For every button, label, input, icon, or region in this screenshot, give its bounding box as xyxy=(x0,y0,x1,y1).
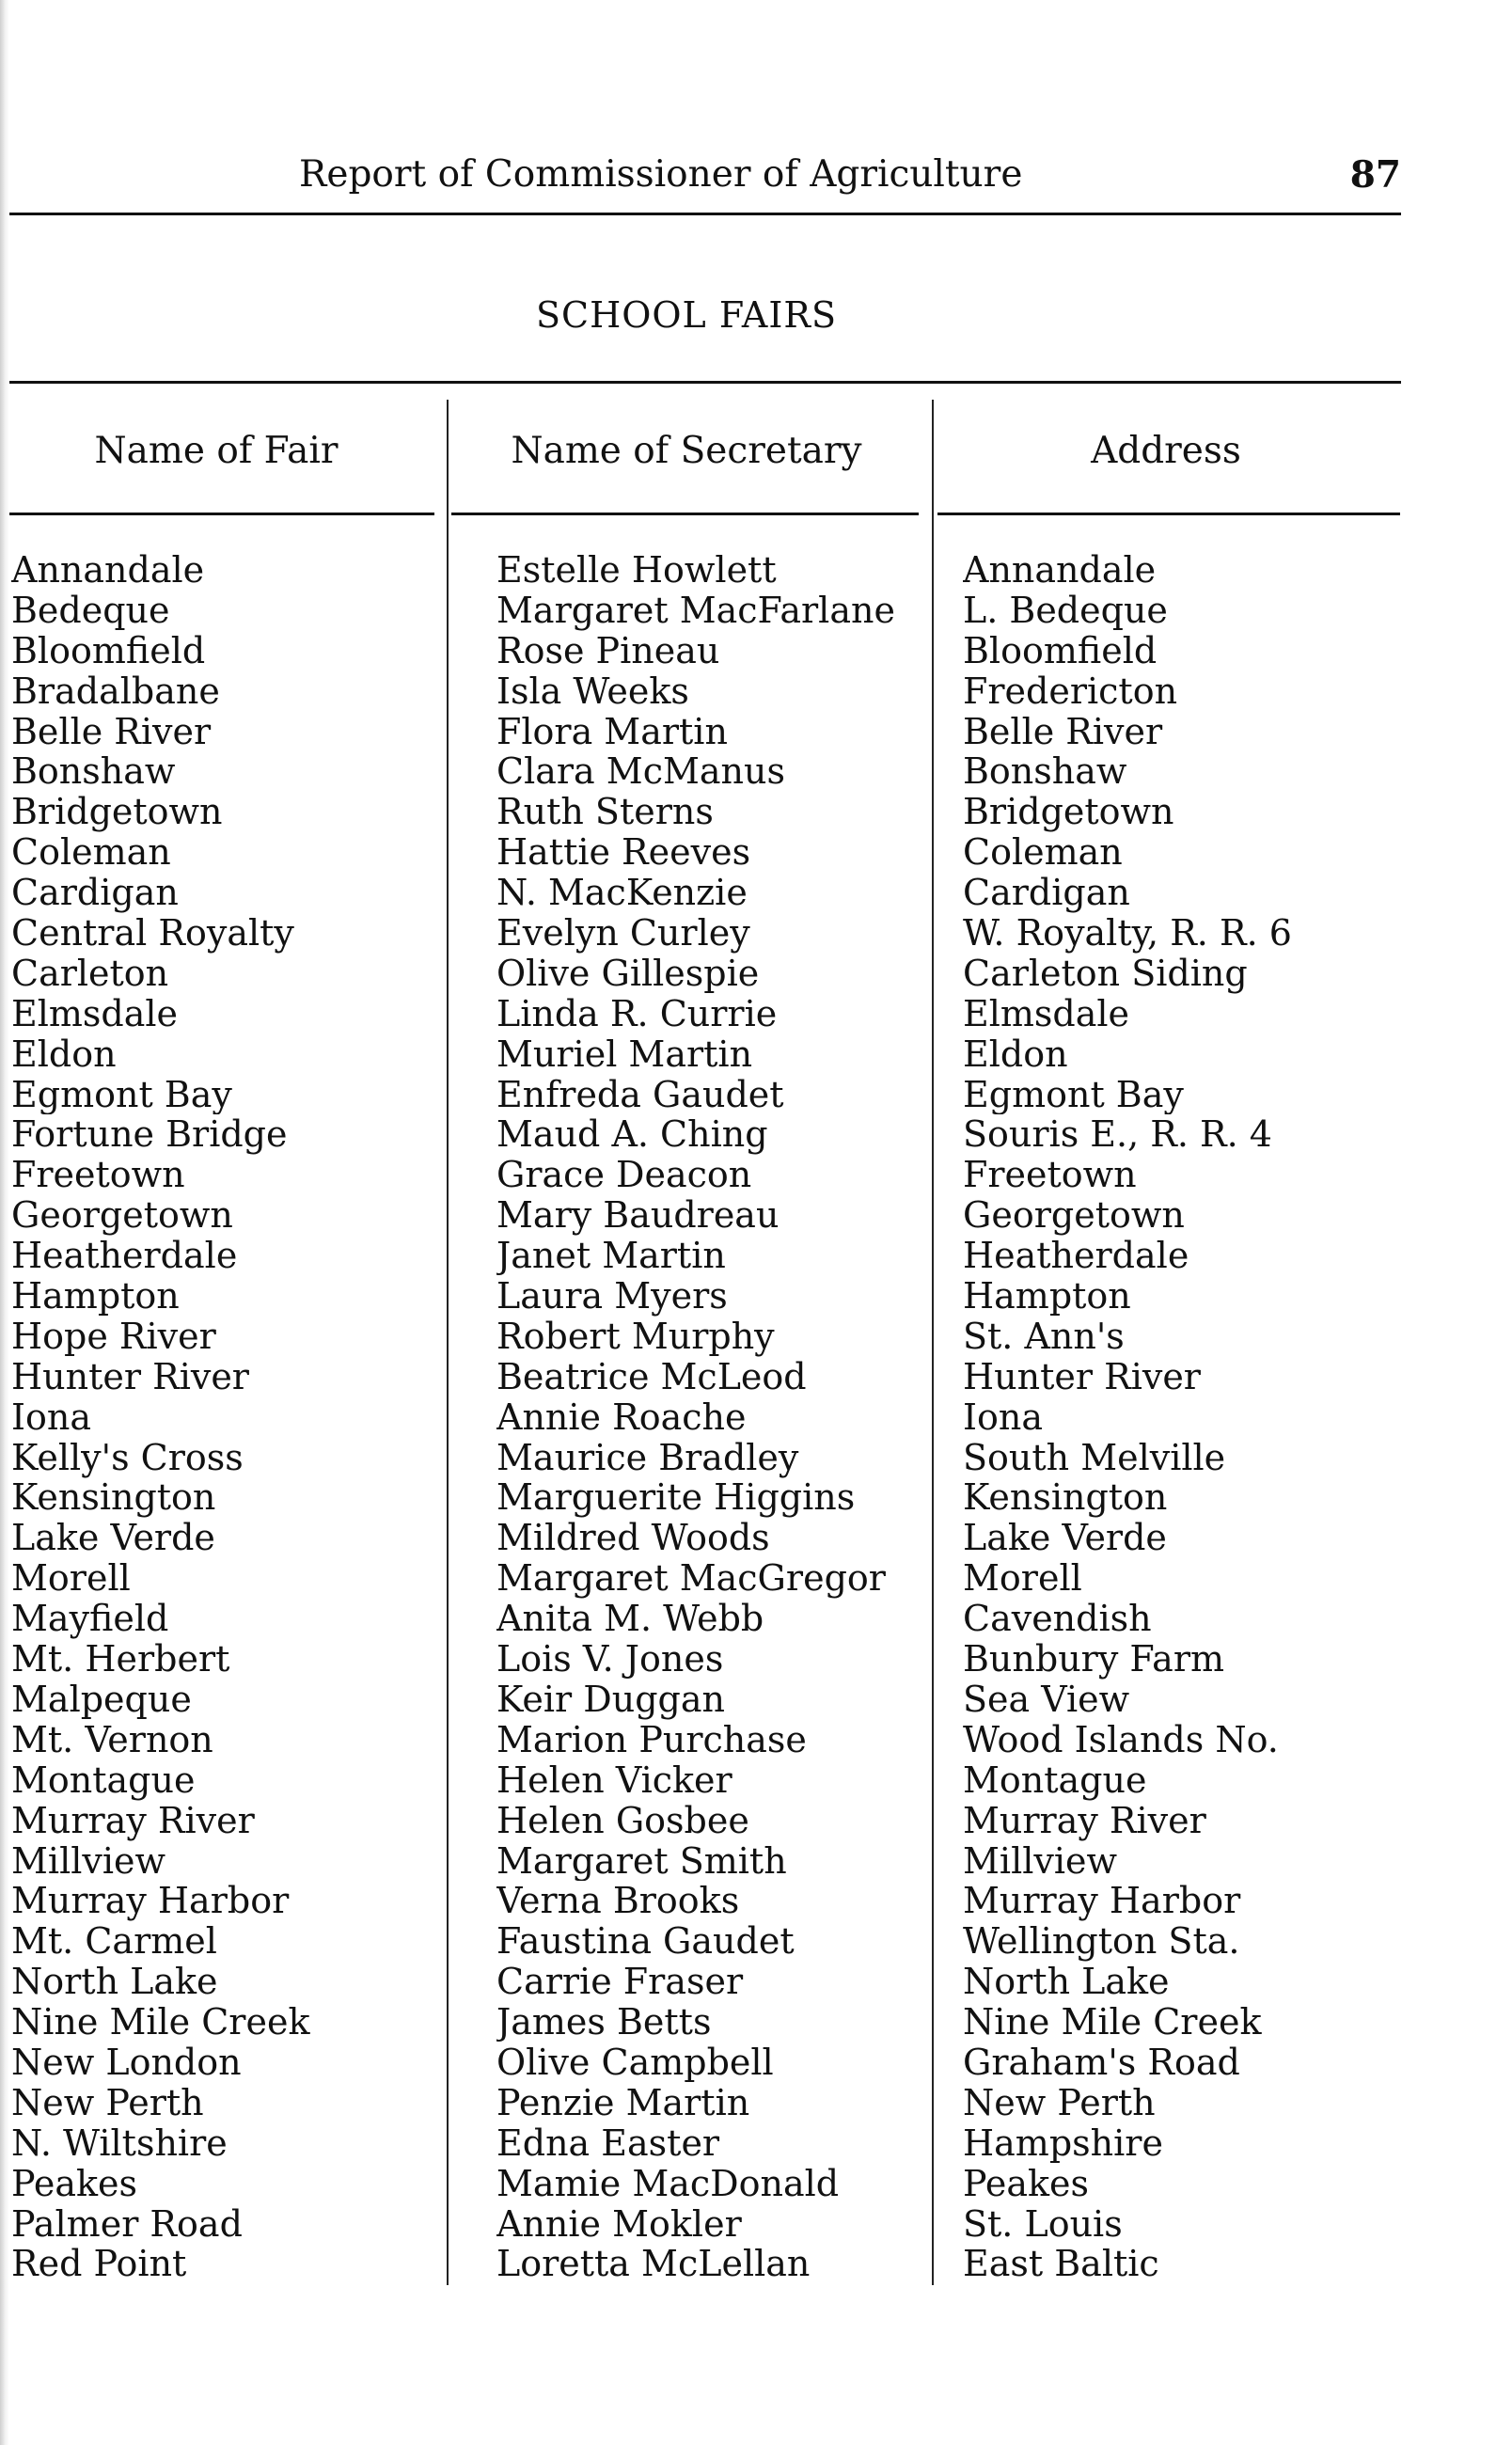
cell-fair-name: N. Wiltshire xyxy=(11,2122,228,2164)
cell-secretary-name: Estelle Howlett xyxy=(496,550,777,591)
cell-address: Egmont Bay xyxy=(963,1074,1184,1115)
cell-fair-name: New London xyxy=(11,2042,242,2083)
cell-address: Murray Harbor xyxy=(963,1881,1241,1922)
table-row xyxy=(0,913,1512,954)
cell-secretary-name: Margaret Smith xyxy=(496,1840,787,1882)
cell-secretary-name: Isla Weeks xyxy=(496,670,689,712)
table-row xyxy=(0,1962,1512,2002)
cell-secretary-name: Ruth Sterns xyxy=(496,792,714,833)
cell-secretary-name: Helen Gosbee xyxy=(496,1800,749,1841)
section-title: SCHOOL FAIRS xyxy=(535,294,838,336)
cell-address: L. Bedeque xyxy=(963,590,1168,631)
cell-secretary-name: Annie Mokler xyxy=(496,2203,742,2245)
cell-fair-name: North Lake xyxy=(11,1962,218,2003)
cell-fair-name: Montague xyxy=(11,1759,196,1801)
cell-address: Morell xyxy=(963,1558,1082,1600)
cell-address: Iona xyxy=(963,1396,1044,1438)
cell-address: Eldon xyxy=(963,1033,1068,1075)
cell-address: Graham's Road xyxy=(963,2042,1240,2083)
table-row xyxy=(0,2043,1512,2083)
cell-secretary-name: Mamie MacDonald xyxy=(496,2163,840,2204)
column-header-fair: Name of Fair xyxy=(94,430,339,472)
header-rule xyxy=(9,213,1401,215)
table-row xyxy=(0,994,1512,1034)
table-row xyxy=(0,2244,1512,2284)
cell-secretary-name: James Betts xyxy=(496,2002,712,2043)
table-row xyxy=(0,1680,1512,1720)
cell-secretary-name: Evelyn Curley xyxy=(496,913,750,954)
cell-address: Georgetown xyxy=(963,1195,1185,1237)
cell-address: Bonshaw xyxy=(963,751,1127,793)
cell-address: East Baltic xyxy=(963,2244,1159,2285)
table-row xyxy=(0,550,1512,591)
cell-address: Cardigan xyxy=(963,873,1130,914)
cell-secretary-name: Olive Gillespie xyxy=(496,953,760,994)
cell-fair-name: Egmont Bay xyxy=(11,1074,232,1115)
table-row xyxy=(0,1477,1512,1518)
cell-address: Fredericton xyxy=(963,670,1178,712)
table-row xyxy=(0,1599,1512,1639)
cell-fair-name: Mayfield xyxy=(11,1599,169,1640)
cell-fair-name: Coleman xyxy=(11,832,171,874)
table-row xyxy=(0,832,1512,873)
table-row xyxy=(0,1276,1512,1317)
table-row xyxy=(0,2002,1512,2043)
cell-fair-name: Elmsdale xyxy=(11,993,179,1034)
cell-secretary-name: Anita M. Webb xyxy=(496,1599,764,1640)
table-row xyxy=(0,591,1512,631)
running-head xyxy=(0,150,1512,199)
cell-address: Wellington Sta. xyxy=(963,1921,1240,1963)
cell-address: St. Ann's xyxy=(963,1316,1125,1357)
cell-fair-name: Hope River xyxy=(11,1316,216,1357)
table-row xyxy=(0,1518,1512,1558)
cell-address: Carleton Siding xyxy=(963,953,1248,994)
cell-address: North Lake xyxy=(963,1962,1170,2003)
cell-secretary-name: Clara McManus xyxy=(496,751,785,793)
cell-address: Kensington xyxy=(963,1477,1168,1519)
cell-fair-name: Belle River xyxy=(11,711,212,752)
cell-fair-name: Hunter River xyxy=(11,1356,249,1397)
cell-secretary-name: Margaret MacGregor xyxy=(496,1558,886,1600)
cell-address: New Perth xyxy=(963,2082,1156,2123)
column-header-rule xyxy=(937,513,1400,515)
table-row xyxy=(0,2123,1512,2164)
table-row xyxy=(0,1397,1512,1438)
cell-fair-name: Peakes xyxy=(11,2163,138,2204)
table-row xyxy=(0,1317,1512,1357)
cell-secretary-name: Mary Baudreau xyxy=(496,1195,780,1237)
cell-fair-name: Malpeque xyxy=(11,1679,192,1720)
table-top-rule xyxy=(9,381,1401,384)
cell-address: Bridgetown xyxy=(963,792,1174,833)
table-row xyxy=(0,671,1512,712)
cell-address: Souris E., R. R. 4 xyxy=(963,1114,1272,1156)
cell-fair-name: Lake Verde xyxy=(11,1518,215,1559)
cell-secretary-name: Keir Duggan xyxy=(496,1679,725,1720)
cell-secretary-name: Grace Deacon xyxy=(496,1155,752,1196)
cell-secretary-name: Laura Myers xyxy=(496,1276,728,1317)
cell-address: Hunter River xyxy=(963,1356,1201,1397)
table-row xyxy=(0,954,1512,994)
cell-secretary-name: Carrie Fraser xyxy=(496,1962,744,2003)
cell-address: Freetown xyxy=(963,1155,1137,1196)
cell-fair-name: Carleton xyxy=(11,953,169,994)
column-header-secretary: Name of Secretary xyxy=(511,430,862,472)
cell-address: Heatherdale xyxy=(963,1236,1189,1277)
table-row xyxy=(0,631,1512,671)
cell-address: W. Royalty, R. R. 6 xyxy=(963,913,1292,954)
cell-fair-name: Millview xyxy=(11,1840,166,1882)
cell-secretary-name: Faustina Gaudet xyxy=(496,1921,795,1963)
cell-fair-name: Morell xyxy=(11,1558,131,1600)
table-row xyxy=(0,1720,1512,1760)
cell-fair-name: Central Royalty xyxy=(11,913,294,954)
cell-secretary-name: Mildred Woods xyxy=(496,1518,770,1559)
running-title: Report of Commissioner of Agriculture xyxy=(299,153,1023,196)
table-row xyxy=(0,2083,1512,2123)
cell-secretary-name: Annie Roache xyxy=(496,1396,747,1438)
cell-fair-name: Mt. Carmel xyxy=(11,1921,217,1963)
cell-secretary-name: Margaret MacFarlane xyxy=(496,590,895,631)
cell-fair-name: Bonshaw xyxy=(11,751,176,793)
cell-secretary-name: Loretta McLellan xyxy=(496,2244,811,2285)
cell-address: Bunbury Farm xyxy=(963,1639,1225,1680)
cell-fair-name: Heatherdale xyxy=(11,1236,238,1277)
cell-fair-name: Iona xyxy=(11,1396,92,1438)
cell-address: Annandale xyxy=(963,550,1157,591)
cell-secretary-name: Janet Martin xyxy=(496,1236,726,1277)
cell-secretary-name: Beatrice McLeod xyxy=(496,1356,807,1397)
column-header-rule xyxy=(9,513,434,515)
cell-fair-name: Bloomfield xyxy=(11,630,206,671)
cell-address: Lake Verde xyxy=(963,1518,1167,1559)
table-row xyxy=(0,1114,1512,1155)
table-row xyxy=(0,2164,1512,2204)
table-row xyxy=(0,1841,1512,1882)
table-row xyxy=(0,1760,1512,1801)
table-body xyxy=(0,550,1512,2284)
cell-fair-name: Red Point xyxy=(11,2244,187,2285)
cell-fair-name: Freetown xyxy=(11,1155,185,1196)
table-row xyxy=(0,1034,1512,1075)
cell-fair-name: Mt. Herbert xyxy=(11,1639,230,1680)
cell-secretary-name: N. MacKenzie xyxy=(496,873,748,914)
cell-fair-name: Kensington xyxy=(11,1477,216,1519)
cell-fair-name: Palmer Road xyxy=(11,2203,243,2245)
cell-secretary-name: Muriel Martin xyxy=(496,1033,753,1075)
cell-secretary-name: Marion Purchase xyxy=(496,1719,807,1760)
cell-secretary-name: Rose Pineau xyxy=(496,630,720,671)
column-header-rule xyxy=(451,513,919,515)
cell-address: Hampshire xyxy=(963,2122,1163,2164)
cell-fair-name: Mt. Vernon xyxy=(11,1719,213,1760)
cell-secretary-name: Edna Easter xyxy=(496,2122,720,2164)
cell-fair-name: Annandale xyxy=(11,550,205,591)
cell-address: Murray River xyxy=(963,1800,1206,1841)
table-row xyxy=(0,751,1512,792)
cell-secretary-name: Robert Murphy xyxy=(496,1316,775,1357)
column-header-address: Address xyxy=(1091,430,1241,472)
table-row xyxy=(0,1639,1512,1680)
cell-address: Bloomfield xyxy=(963,630,1158,671)
table-row xyxy=(0,1075,1512,1115)
cell-address: St. Louis xyxy=(963,2203,1123,2245)
table-row xyxy=(0,1558,1512,1599)
cell-secretary-name: Olive Campbell xyxy=(496,2042,774,2083)
cell-fair-name: New Perth xyxy=(11,2082,204,2123)
table-row xyxy=(0,873,1512,913)
cell-fair-name: Bridgetown xyxy=(11,792,223,833)
cell-fair-name: Bedeque xyxy=(11,590,170,631)
cell-address: Coleman xyxy=(963,832,1123,874)
cell-address: Millview xyxy=(963,1840,1118,1882)
cell-fair-name: Hampton xyxy=(11,1276,180,1317)
cell-fair-name: Kelly's Cross xyxy=(11,1437,244,1478)
cell-address: Elmsdale xyxy=(963,993,1130,1034)
cell-fair-name: Nine Mile Creek xyxy=(11,2002,310,2043)
cell-address: South Melville xyxy=(963,1437,1226,1478)
cell-address: Wood Islands No. xyxy=(963,1719,1279,1760)
cell-fair-name: Cardigan xyxy=(11,873,179,914)
cell-address: Sea View xyxy=(963,1679,1130,1720)
table-row xyxy=(0,1921,1512,1962)
cell-secretary-name: Hattie Reeves xyxy=(496,832,751,874)
cell-secretary-name: Maud A. Ching xyxy=(496,1114,768,1156)
cell-address: Montague xyxy=(963,1759,1147,1801)
cell-secretary-name: Marguerite Higgins xyxy=(496,1477,856,1519)
cell-secretary-name: Linda R. Currie xyxy=(496,993,778,1034)
table-row xyxy=(0,1155,1512,1195)
cell-secretary-name: Helen Vicker xyxy=(496,1759,732,1801)
table-row xyxy=(0,1881,1512,1921)
cell-secretary-name: Verna Brooks xyxy=(496,1881,740,1922)
table-row xyxy=(0,1236,1512,1276)
cell-fair-name: Murray River xyxy=(11,1800,255,1841)
table-row xyxy=(0,712,1512,752)
page-number: 87 xyxy=(1349,153,1401,197)
cell-fair-name: Georgetown xyxy=(11,1195,233,1237)
cell-address: Cavendish xyxy=(963,1599,1152,1640)
cell-address: Hampton xyxy=(963,1276,1131,1317)
cell-fair-name: Fortune Bridge xyxy=(11,1114,288,1156)
cell-address: Nine Mile Creek xyxy=(963,2002,1262,2043)
cell-secretary-name: Flora Martin xyxy=(496,711,728,752)
table-row xyxy=(0,792,1512,832)
cell-secretary-name: Penzie Martin xyxy=(496,2082,750,2123)
table-row xyxy=(0,1801,1512,1841)
cell-address: Peakes xyxy=(963,2163,1090,2204)
table-row xyxy=(0,1357,1512,1397)
cell-secretary-name: Enfreda Gaudet xyxy=(496,1074,784,1115)
cell-fair-name: Bradalbane xyxy=(11,670,220,712)
cell-fair-name: Eldon xyxy=(11,1033,117,1075)
table-row xyxy=(0,1438,1512,1478)
table-row xyxy=(0,2204,1512,2245)
table-row xyxy=(0,1195,1512,1236)
cell-address: Belle River xyxy=(963,711,1163,752)
cell-secretary-name: Maurice Bradley xyxy=(496,1437,799,1478)
cell-secretary-name: Lois V. Jones xyxy=(496,1639,724,1680)
cell-fair-name: Murray Harbor xyxy=(11,1881,290,1922)
